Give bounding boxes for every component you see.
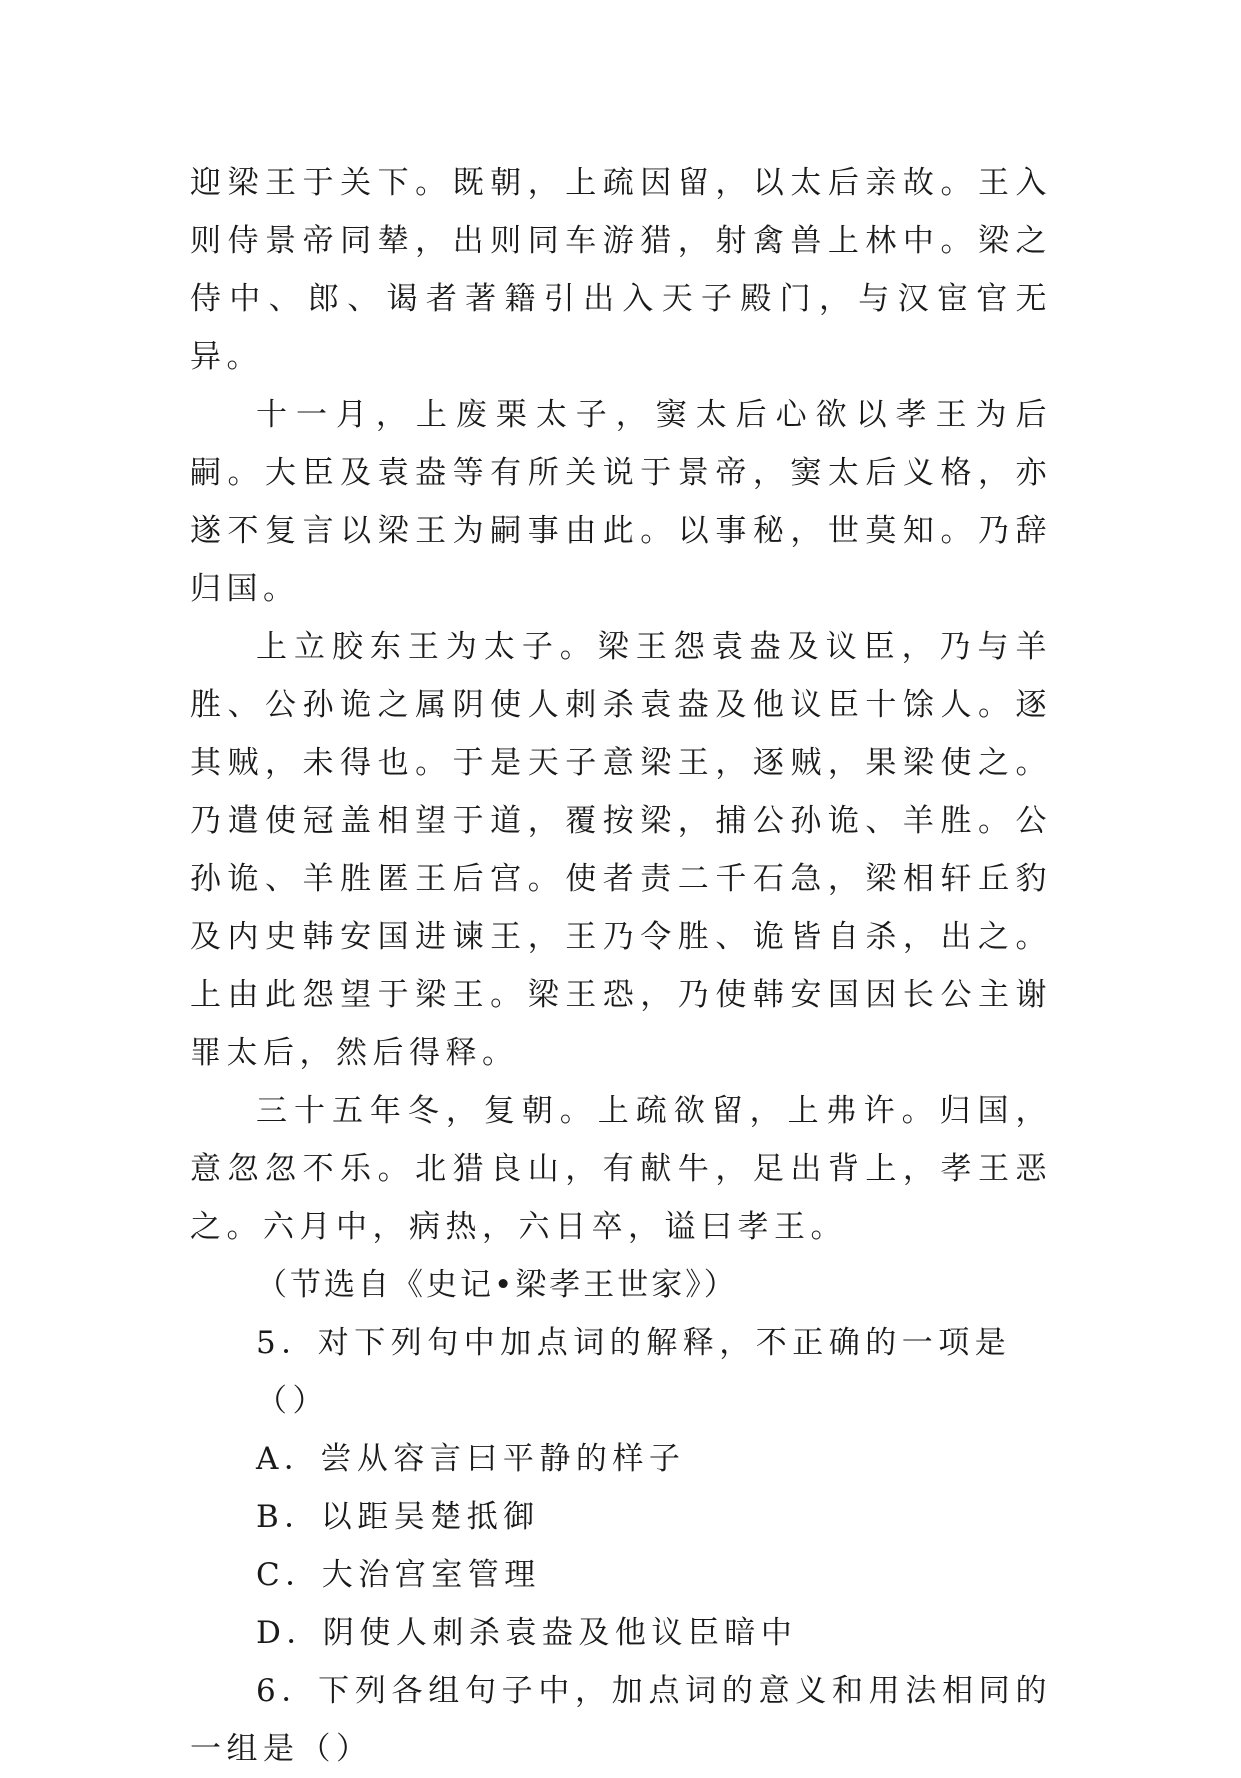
question-6-stem: 6．下列各组句子中，加点词的意义和用法相同的一组是（）	[190, 1673, 1052, 1767]
paragraph-4: 三十五年冬，复朝。上疏欲留，上弗许。归国，意忽忽不乐。北猎良山，有献牛，足出背上，孝王恶之。六月中，病热，六日卒，谥曰孝王。	[190, 1093, 1052, 1245]
question-5-option-d: D．阴使人刺杀袁盎及他议臣暗中	[256, 1615, 798, 1651]
document-body	[190, 154, 1052, 1778]
paragraph-2: 十一月，上废栗太子，窦太后心欲以孝王为后嗣。大臣及袁盎等有所关说于景帝，窦太后义格，亦遂不复言以梁王为嗣事由此。以事秘，世莫知。乃辞归国。	[190, 397, 1052, 607]
question-5-stem: 5．对下列句中加点词的解释，不正确的一项是（）	[256, 1325, 1012, 1419]
source-citation: （节选自《史记•梁孝王世家》）	[256, 1267, 738, 1303]
paragraph-3: 上立胶东王为太子。梁王怨袁盎及议臣，乃与羊胜、公孙诡之属阴使人刺杀袁盎及他议臣十馀人。逐其贼，未得也。于是天子意梁王，逐贼，果梁使之。乃遣使冠盖相望于道，覆按梁，捕公孙诡、羊胜。公孙诡、羊胜匿王后宫。使者责二千石急，梁相轩丘豹及内史韩安国进谏王，王乃令胜、诡皆自杀，出之。上由此怨望于梁王。梁王恐，乃使韩安国因长公主谢罪太后，然后得释。	[190, 629, 1052, 1071]
paragraph-1: 迎梁王于关下。既朝，上疏因留，以太后亲故。王入则侍景帝同辇，出则同车游猎，射禽兽上林中。梁之侍中、郎、谒者著籍引出入天子殿门，与汉宦官无异。	[190, 165, 1052, 375]
question-5-option-a: A．尝从容言曰平静的样子	[256, 1441, 686, 1477]
question-5-option-b: B．以距吴楚抵御	[256, 1499, 540, 1535]
question-5-option-c: C．大治宫室管理	[256, 1557, 541, 1593]
